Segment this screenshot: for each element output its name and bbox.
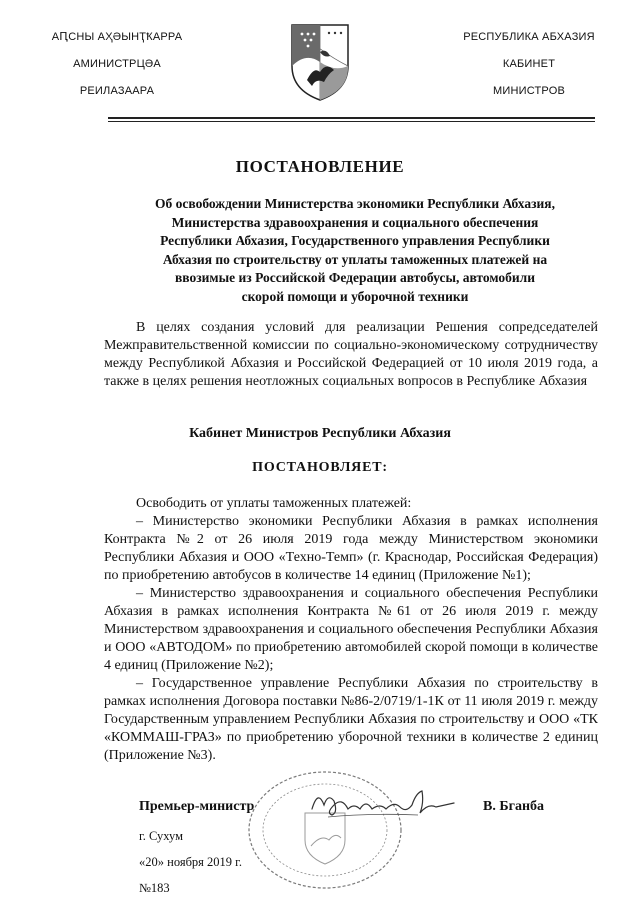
header-left-line-2: АМИНИСТРЦӘА — [73, 58, 161, 70]
subject-line: ввозимые из Российской Федерации автобусы, автомобили — [174, 270, 536, 285]
subject-line: Абхазия по строительству от уплаты таможенных платежей на — [162, 251, 548, 267]
preamble-block — [104, 319, 598, 391]
header-left-line-1: АԤСНЫ АҲӘЫНҬҞАРРА — [51, 31, 183, 43]
signatory-title: Премьер-министр — [139, 799, 255, 814]
resolution-item: – Министерство экономики Республики Абхазия в рамках исполнения Контракта №2 от 26 июля 2019 года между Министерством экономики Республики Абхазия и ООО «Техно-Темп» (г. Краснодар, Российская Федерация) по приобретению автобусов в количестве 14 единиц (Приложение №1); — [104, 514, 598, 583]
header-right-line-3: МИНИСТРОВ — [492, 85, 565, 97]
header-divider-thin — [108, 121, 595, 122]
subject-line: Республики Абхазия, Государственного управления Республики — [160, 233, 550, 248]
header-divider-thick — [108, 117, 595, 119]
issue-date: «20» ноября 2019 г. — [139, 855, 243, 869]
header-right — [434, 31, 624, 112]
issue-city: г. Сухум — [139, 829, 184, 843]
header-right-line-2: КАБИНЕТ — [502, 58, 556, 70]
subject-line: скорой помощи и уборочной техники — [241, 288, 469, 304]
resolution-intro: Освободить от уплаты таможенных платежей: — [136, 496, 412, 511]
resolution-item: – Министерство здравоохранения и социального обеспечения Республики Абхазия в рамках исполнения Контракта №61 от 26 июля 2019 г. между Министерством здравоохранения и социального обеспечения Республики Абхазия и ООО «АВТОДОМ» по приобретению автомобилей скорой помощи в количестве 4 единиц (Приложение №2); — [104, 586, 598, 673]
resolution-body — [104, 495, 598, 765]
document-title: ПОСТАНОВЛЕНИЕ — [235, 157, 405, 176]
signatory-name: В. Бганба — [483, 799, 545, 814]
document-number: №183 — [139, 881, 170, 895]
resolves-heading: ПОСТАНОВЛЯЕТ: — [252, 460, 388, 475]
subject-line: Об освобождении Министерства экономики Республики Абхазия, — [155, 196, 555, 211]
header-left-line-3: РЕИЛАЗААРА — [79, 85, 155, 97]
preamble-paragraph: В целях создания условий для реализации Решения сопредседателей Межправительственной комиссии по социально-экономическому сотрудничеству между Республикой Абхазия и Российской Федерацией от 10 июля 2019 года, а также в целях решения неотложных социальных вопросов в Республике Абхазия — [104, 320, 598, 389]
issuing-body-line: Кабинет Министров Республики Абхазия — [189, 426, 451, 441]
header-right-line-1: РЕСПУБЛИКА АБХАЗИЯ — [463, 31, 595, 43]
handwritten-signature — [308, 783, 458, 825]
resolution-item: – Государственное управление Республики Абхазия по строительству в рамках исполнения Договора поставки №86-2/0719/1-1К от 11 июля 2019 г. между Государственным управлением Республики Абхазия по строительству и ООО «ТК «КОММАШ-ГРАЗ» по приобретению уборочной техники в количестве 2 единиц (Приложение №3). — [104, 676, 598, 763]
header-left — [22, 31, 212, 112]
document-subject — [112, 195, 598, 306]
subject-line: Министерства здравоохранения и социального обеспечения — [171, 214, 539, 230]
state-emblem-icon — [282, 22, 358, 102]
